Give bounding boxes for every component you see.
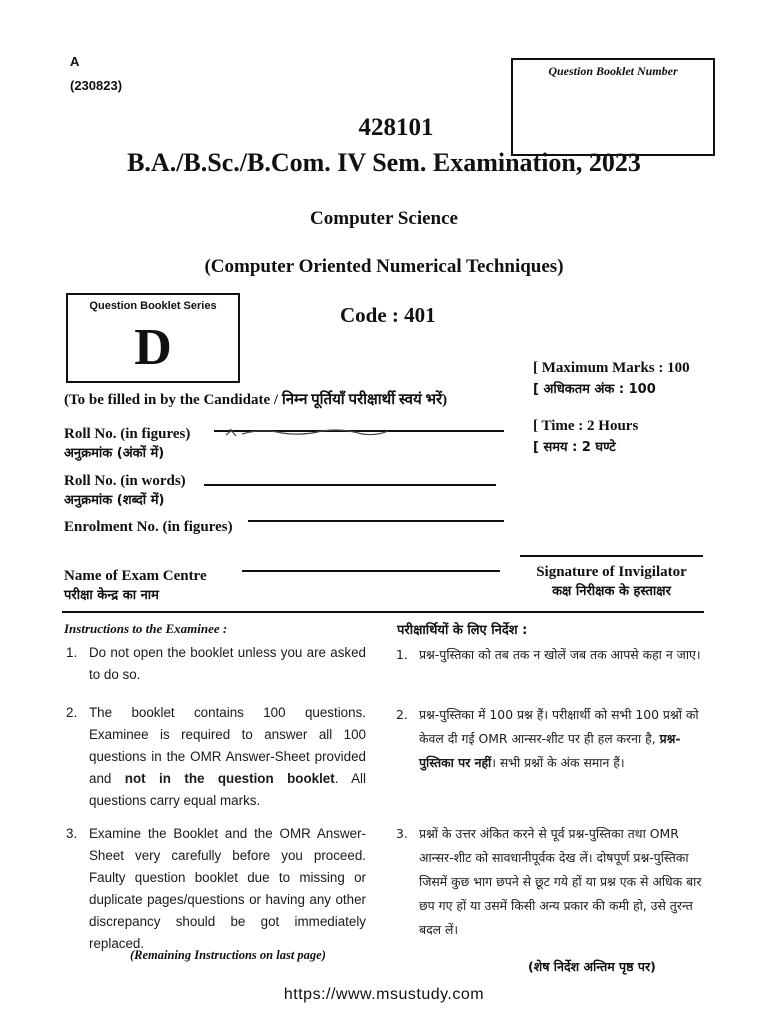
invigilator-signature-en: Signature of Invigilator (536, 564, 687, 580)
roll-figures-hi: अनुक्रमांक (अंकों में) (64, 446, 165, 461)
instruction-number: 3. (396, 826, 408, 841)
instruction-text-pre: प्रश्न-पुस्तिका में 100 प्रश्न हैं। परीक्षार्थी को सभी 100 प्रश्नों को केवल दी गई OMR आन्सर-शीट पर ही हल करना है, (419, 707, 699, 746)
instruction-hi-3 (396, 822, 706, 942)
website-url[interactable]: https://www.msustudy.com (283, 986, 485, 1003)
instruction-text: Examine the Booklet and the OMR Answer-Sheet very carefully before you proceed. Faulty question booklet due to missing or duplicate pages/questions or having any other discrepancy should be got immediately replaced. (89, 826, 366, 951)
exam-centre-en: Name of Exam Centre (64, 568, 207, 584)
paper-set-letter: A (70, 54, 80, 69)
roll-words-label (64, 471, 186, 511)
time-en: [ Time : 2 Hours (533, 418, 639, 434)
instruction-number: 1. (396, 647, 408, 662)
exam-centre-line[interactable] (242, 570, 500, 572)
remaining-instructions-hi: (शेष निर्देश अन्तिम पृष्ठ पर) (528, 959, 656, 974)
series-letter: D (134, 319, 172, 376)
instructions-heading-en: Instructions to the Examinee : (64, 621, 228, 636)
instruction-en-2 (66, 702, 366, 812)
instruction-hi-1 (396, 643, 706, 667)
max-marks-en: [ Maximum Marks : 100 (533, 360, 690, 376)
instruction-text: प्रश्नों के उत्तर अंकित करने से पूर्व प्रश्न-पुस्तिका तथा OMR आन्सर-शीट को सावधानीपूर्वक देख लें। दोषपूर्ण प्रश्न-पुस्तिका जिसमें कुछ भाग छपने से छूट गये हों या प्रश्न एक से अधिक बार छप गए हों या उसमें किसी अन्य प्रकार की कमी हो, उसे तुरन्त बदल लें। (419, 826, 702, 937)
enrolment-line[interactable] (248, 520, 504, 522)
time-hi: [ समय : 2 घण्टे (533, 440, 616, 455)
enrolment-label: Enrolment No. (in figures) (64, 519, 233, 535)
remaining-instructions-en: (Remaining Instructions on last page) (130, 948, 326, 962)
instruction-number: 1. (66, 645, 78, 660)
instruction-number: 2. (66, 705, 78, 720)
instruction-text (419, 703, 706, 775)
max-marks-hi: [ अधिकतम अंक : 100 (533, 382, 656, 397)
time-block (533, 416, 638, 458)
subject-title: Computer Science (310, 208, 458, 229)
instruction-text-post: । सभी प्रश्नों के अंक समान हैं। (491, 755, 625, 770)
handwritten-scribble (222, 426, 392, 440)
question-booklet-series-box (66, 293, 240, 383)
instruction-text-bold: प्रश्न-पुस्तिका पर नहीं (419, 731, 681, 770)
fill-note: (To be filled in by the Candidate / निम्न पूर्तियाँ परीक्षार्थी स्वयं भरें) (64, 392, 448, 408)
roll-figures-en: Roll No. (in figures) (64, 426, 191, 442)
instruction-number: 2. (396, 707, 408, 722)
question-booklet-number-label: Question Booklet Number (548, 64, 678, 78)
instruction-en-1 (66, 642, 366, 686)
roll-words-hi: अनुक्रमांक (शब्दों में) (64, 493, 165, 508)
course-code: 428101 (358, 114, 434, 141)
instruction-en-3 (66, 823, 366, 955)
exam-title: B.A./B.Sc./B.Com. IV Sem. Examination, 2023 (127, 148, 641, 177)
instruction-text-bold: not in the question booklet (124, 771, 335, 786)
invigilator-signature-line[interactable] (520, 555, 703, 557)
instruction-text (89, 702, 366, 812)
paper-code: (230823) (70, 78, 123, 93)
section-divider (62, 611, 704, 613)
scribble-mark (222, 426, 392, 440)
code-label: Code : 401 (340, 303, 436, 327)
paper-set-block (70, 50, 122, 98)
invigilator-signature-hi: कक्ष निरीक्षक के हस्ताक्षर (552, 584, 671, 599)
instruction-text: Do not open the booklet unless you are asked to do so. (89, 645, 366, 682)
exam-centre-label (64, 566, 207, 606)
exam-centre-hi: परीक्षा केन्द्र का नाम (64, 588, 159, 603)
paper-title: (Computer Oriented Numerical Techniques) (204, 256, 564, 277)
instruction-hi-2 (396, 703, 706, 775)
instruction-text-post: . All questions carry equal marks. (89, 771, 367, 808)
series-label: Question Booklet Series (89, 300, 217, 312)
invigilator-signature (520, 562, 703, 602)
roll-words-line[interactable] (204, 484, 496, 486)
instruction-number: 3. (66, 826, 78, 841)
marks-block (533, 358, 690, 400)
roll-figures-label (64, 424, 190, 464)
instruction-text: प्रश्न-पुस्तिका को तब तक न खोलें जब तक आपसे कहा न जाए। (419, 647, 701, 662)
instruction-text-pre: The booklet contains 100 questions. Examinee is required to answer all 100 questions in the OMR Answer-Sheet provided and (89, 705, 366, 786)
instructions-heading-hi: परीक्षार्थियों के लिए निर्देश : (397, 623, 528, 638)
roll-words-en: Roll No. (in words) (64, 473, 186, 489)
